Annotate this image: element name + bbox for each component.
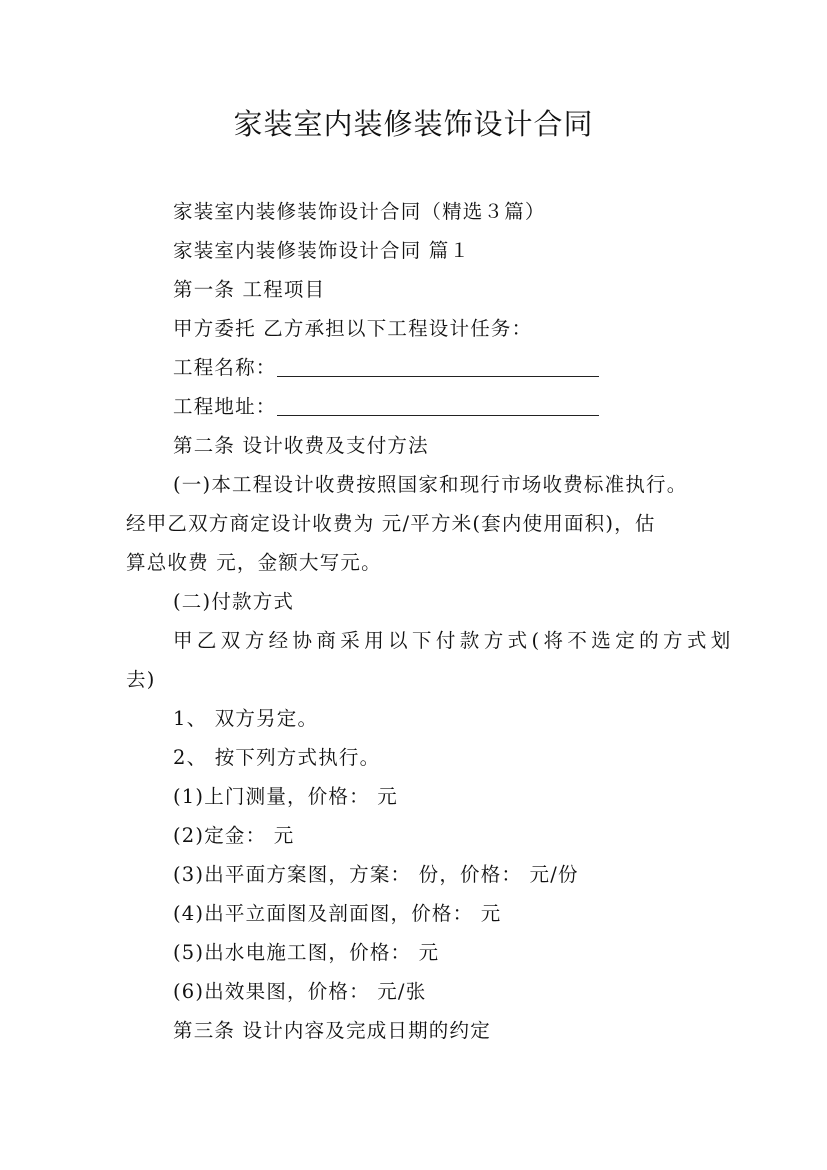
list-item: 1、 双方另定。 bbox=[173, 707, 319, 730]
paragraph-line: (一)本工程设计收费按照国家和现行市场收费标准执行。 bbox=[173, 473, 688, 496]
list-item: (2)定金： 元 bbox=[173, 824, 295, 847]
list-item: (1)上门测量，价格： 元 bbox=[173, 785, 398, 808]
list-item: (4)出平立面图及剖面图，价格： 元 bbox=[173, 902, 502, 925]
paragraph-continuation: 去) bbox=[126, 668, 156, 691]
project-address-blank bbox=[277, 393, 599, 416]
list-item: (6)出效果图，价格： 元/张 bbox=[173, 980, 427, 1003]
document-title: 家装室内装修装饰设计合同 bbox=[233, 107, 594, 141]
project-name-line bbox=[173, 353, 599, 383]
project-name-blank bbox=[277, 354, 599, 377]
list-item: (3)出平面方案图，方案： 份，价格： 元/份 bbox=[173, 863, 579, 886]
paragraph-line: 甲乙双方经协商采用以下付款方式(将不选定的方式划 bbox=[173, 629, 735, 652]
paragraph-continuation: 算总收费 元，金额大写元。 bbox=[126, 551, 382, 574]
list-item: 2、 按下列方式执行。 bbox=[173, 746, 381, 769]
paragraph-continuation: 经甲乙双方商定设计收费为 元/平方米(套内使用面积)，估 bbox=[126, 512, 656, 535]
project-address-line bbox=[173, 392, 599, 422]
list-item: (5)出水电施工图，价格： 元 bbox=[173, 941, 440, 964]
subtitle-line: 家装室内装修装饰设计合同（精选３篇） bbox=[173, 200, 546, 223]
article-heading: 第一条 工程项目 bbox=[173, 278, 326, 301]
article-heading: 第二条 设计收费及支付方法 bbox=[173, 434, 429, 457]
section-heading: 家装室内装修装饰设计合同 篇１ bbox=[173, 239, 471, 262]
paragraph-line: (二)付款方式 bbox=[173, 590, 295, 613]
project-name-label: 工程名称： bbox=[173, 356, 277, 379]
project-address-label: 工程地址： bbox=[173, 395, 277, 418]
paragraph-line: 甲方委托 乙方承担以下工程设计任务： bbox=[173, 317, 533, 340]
article-heading: 第三条 设计内容及完成日期的约定 bbox=[173, 1019, 491, 1042]
